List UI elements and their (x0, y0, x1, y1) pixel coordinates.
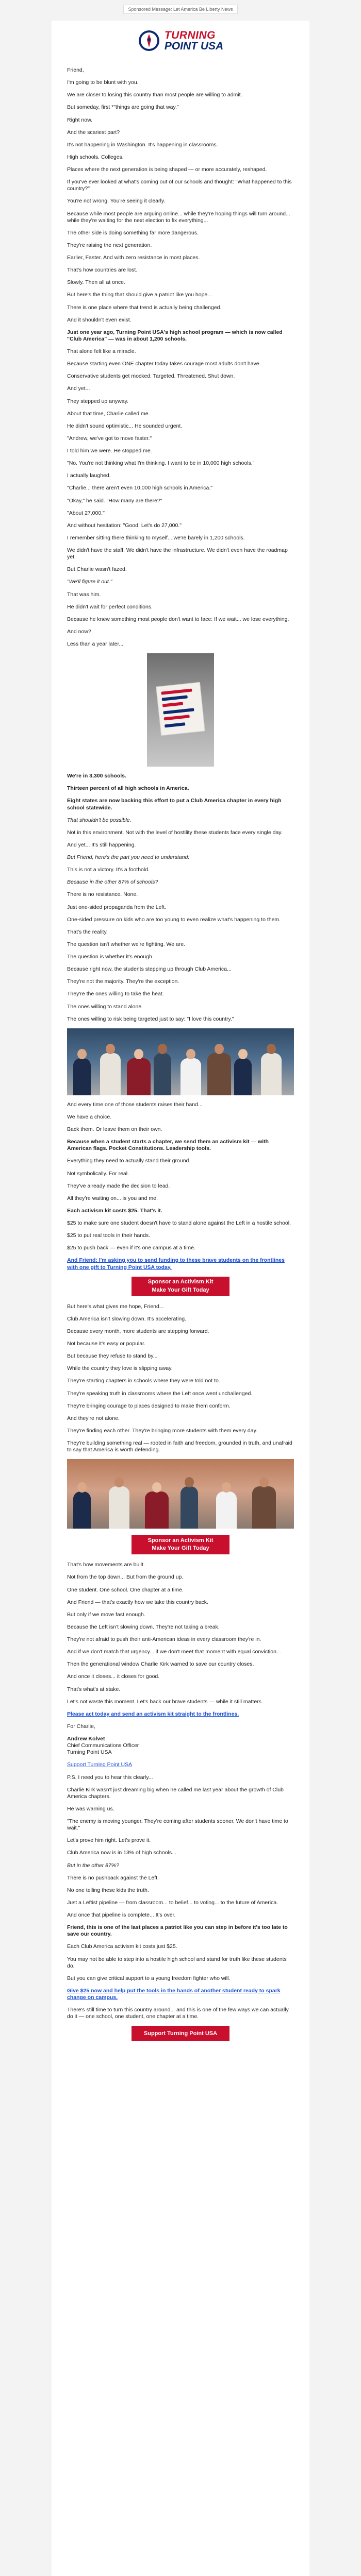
body-paragraph: Because right now, the students stepping up through Club America... (67, 966, 232, 973)
body-paragraph: But you can give critical support to a young freedom fighter who will. (67, 1975, 231, 1981)
body-paragraph: You're not wrong. You're seeing it clearly. (67, 198, 166, 205)
person-figure (261, 1053, 282, 1095)
body-paragraph: They stepped up anyway. (67, 398, 128, 404)
sponsor-kit-button[interactable] (132, 1277, 229, 1296)
signature-name: Andrew Kolvet (67, 1736, 105, 1742)
person-figure (180, 1486, 198, 1529)
signature-block (67, 1736, 294, 1756)
button-line: Sponsor an Activism Kit (147, 1279, 214, 1285)
sponsor-kit-button-2[interactable] (132, 1535, 229, 1554)
body-paragraph: That shouldn't be possible. (67, 817, 132, 823)
body-paragraph: That's how countries are lost. (67, 267, 138, 274)
body-paragraph: And now? (67, 628, 91, 635)
body-paragraph: No one telling these kids the truth. (67, 1887, 149, 1893)
support-link-paragraph (67, 1761, 294, 1768)
body-paragraph: "About 27,000." (67, 510, 105, 516)
body-paragraph: But Friend, here's the part you need to understand: (67, 854, 190, 860)
support-tpusa-link[interactable]: Support Turning Point USA (67, 1761, 133, 1768)
person-figure (207, 1053, 231, 1095)
body-paragraph: The ones willing to stand alone. (67, 1003, 143, 1010)
body-paragraph: Back them. Or leave them on their own. (67, 1126, 162, 1132)
sign-stroke (165, 722, 185, 727)
body-paragraph: They're building something real — rooted in faith and freedom, grounded in truth, and unafraid to say that America is worth defending. (67, 1440, 292, 1453)
body-paragraph: Everything they need to actually stand their ground. (67, 1158, 191, 1164)
body-paragraph: Because in the other 87% of schools? (67, 879, 158, 886)
person-head (134, 1049, 143, 1059)
body-paragraph: But in the other 87%? (67, 1862, 119, 1869)
body-paragraph: Places where the next generation is being shaped — or more accurately, reshaped. (67, 166, 267, 173)
person-figure (154, 1053, 171, 1095)
chapter-members-photo (67, 1459, 294, 1529)
body-paragraph: "Okay," he said. "How many are there?" (67, 497, 162, 504)
body-paragraph: It's not happening in Washington. It's happening in classrooms. (67, 141, 218, 148)
person-head (222, 1482, 231, 1493)
body-paragraph: And yet... (67, 385, 90, 392)
body-paragraph: And once it closes... it closes for good. (67, 1673, 160, 1680)
students-sign-photo (147, 653, 214, 767)
person-figure (127, 1058, 151, 1095)
body-paragraph: The other side is doing something far more dangerous. (67, 229, 199, 236)
body-paragraph: Not in this environment. Not with the level of hostility these students face every single day. (67, 829, 283, 836)
body-paragraph: There is one place where that trend is actually being challenged. (67, 304, 222, 311)
person-figure (145, 1492, 169, 1529)
brand-logo (52, 21, 309, 61)
body-paragraph: Because the Left isn't slowing down. They're not taking a break. (67, 1623, 220, 1630)
sponsor-kit-button-wrap (67, 1277, 294, 1296)
body-paragraph: Let's not waste this moment. Let's back our brave students — while it still matters. (67, 1698, 263, 1705)
body-paragraph: That alone felt like a miracle. (67, 348, 136, 354)
sign-stroke (162, 696, 188, 701)
body-paragraph: $25 to make sure one student doesn't have to stand alone against the Left in a hostile school. (67, 1220, 291, 1226)
person-figure (252, 1486, 276, 1529)
email-body (52, 61, 309, 2041)
body-paragraph: Not because it's easy or popular. (67, 1341, 146, 1347)
person-figure (100, 1053, 121, 1095)
person-head (77, 1049, 87, 1059)
body-paragraph: And the scariest part? (67, 129, 120, 135)
person-head (77, 1482, 87, 1493)
person-head (259, 1477, 269, 1487)
body-paragraph: Each Club America activism kit costs just $25. (67, 1943, 177, 1950)
person-head (238, 1049, 248, 1059)
body-paragraph: Not symbolically. For real. (67, 1170, 129, 1177)
body-paragraph: "Andrew, we've got to move faster." (67, 435, 152, 442)
body-paragraph: That's what's at stake. (67, 1686, 121, 1692)
person-head (267, 1044, 276, 1054)
person-figure (234, 1058, 252, 1095)
signature-title: Chief Communications Officer (67, 1742, 139, 1749)
body-paragraph: Because he knew something most people don't want to face: If we wait... we lose everything. (67, 616, 289, 622)
person-head (106, 1044, 115, 1054)
body-paragraph: I actually laughed. (67, 472, 111, 479)
person-figure (109, 1486, 129, 1529)
button-line: Make Your Gift Today (152, 1286, 209, 1293)
body-paragraph: And they're not alone. (67, 1415, 120, 1421)
body-paragraph: Club America now is in 13% of high schools... (67, 1850, 176, 1856)
body-paragraph: Club America isn't slowing down. It's accelerating. (67, 1315, 187, 1322)
body-paragraph: He was warning us. (67, 1805, 114, 1812)
body-paragraph: But only if we move fast enough. (67, 1611, 145, 1618)
body-paragraph: Thirteen percent of all high schools in America. (67, 785, 189, 792)
person-head (215, 1044, 224, 1054)
person-head (185, 1477, 194, 1487)
body-paragraph: Because every month, more students are stepping forward. (67, 1328, 209, 1334)
body-paragraph: He didn't wait for perfect conditions. (67, 603, 153, 610)
body-paragraph: High schools. Colleges. (67, 154, 124, 160)
sponsor-kit-button-2-wrap (67, 1535, 294, 1554)
brand-wordmark (165, 30, 223, 52)
body-paragraph: And it shouldn't even exist. (67, 316, 132, 323)
body-paragraph: There is no pushback against the Left. (67, 1874, 159, 1881)
body-paragraph: We didn't have the staff. We didn't have the infrastructure. We didn't even have the roadmap yet. (67, 547, 288, 561)
preheader-bar (0, 0, 361, 19)
sign-stroke (161, 689, 192, 695)
body-paragraph: Because while most people are arguing online... while they're hoping things will turn around... while they're waiting for the next election to fix everything... (67, 210, 290, 224)
body-paragraph: Let's prove him right. Let's prove it. (67, 1837, 151, 1844)
body-paragraph: They're raising the next generation. (67, 242, 152, 248)
body-paragraph: Because starting even ONE chapter today takes courage most adults don't have. (67, 361, 261, 367)
body-paragraph: That's how movements are built. (67, 1562, 145, 1568)
body-paragraph: Not from the top down... But from the ground up. (67, 1574, 184, 1581)
person-head (186, 1049, 195, 1059)
body-paragraph: That was him. (67, 591, 101, 598)
body-paragraph: One-sided pressure on kids who are too young to even realize what's happening to them. (67, 916, 281, 923)
body-paragraph: I'm going to be blunt with you. (67, 79, 139, 86)
body-paragraph: About that time, Charlie called me. (67, 410, 150, 417)
body-paragraph: "Charlie... there aren't even 10,000 high schools in America." (67, 485, 213, 492)
body-paragraph: Eight states are now backing this effort to put a Club America chapter in every high school statewide. (67, 798, 282, 811)
body-paragraph: Just one year ago, Turning Point USA's high school program — which is now called "Club America" — was in about 1,200 schools. (67, 329, 283, 342)
body-paragraph: $25 to push back — even if it's one campus at a time. (67, 1245, 195, 1251)
donate-link-paragraph[interactable]: Give $25 now and help put the tools in the hands of another student ready to spark change on campus. (67, 1987, 281, 2001)
body-paragraph: Friend, this is one of the last places a patriot like you can step in before it's too late to save our country. (67, 1924, 288, 1938)
body-paragraph: For Charlie, (67, 1723, 95, 1730)
body-paragraph: And yet... It's still happening. (67, 841, 136, 848)
body-paragraph: You may not be able to step into a hostile high school and stand for truth like these students do. (67, 1956, 287, 1969)
body-paragraph: They're starting chapters in schools where they were told not to. (67, 1378, 220, 1384)
body-paragraph: We're in 3,300 schools. (67, 773, 126, 779)
body-paragraph: Conservative students get mocked. Targeted. Threatened. Shut down. (67, 373, 235, 380)
students-group-photo (67, 1028, 294, 1095)
body-paragraph: They're not the majority. They're the exception. (67, 978, 179, 985)
body-paragraph: Less than a year later... (67, 641, 124, 647)
body-paragraph: They've already made the decision to lead. (67, 1182, 170, 1189)
body-paragraph: I told him we were. He stopped me. (67, 448, 152, 454)
brand-line1: TURNING (164, 29, 216, 41)
protest-sign (156, 682, 205, 736)
body-paragraph: And Friend — that's exactly how we take this country back. (67, 1599, 208, 1605)
button-line: Sponsor an Activism Kit (147, 1537, 214, 1544)
body-paragraph: And once that pipeline is complete... It's over. (67, 1912, 176, 1918)
body-paragraph: Each activism kit costs $25. That's it. (67, 1207, 162, 1214)
body-paragraph: There is no resistance. None. (67, 891, 138, 898)
brand-line2: POINT USA (164, 40, 224, 52)
body-paragraph: But here's what gives me hope, Friend... (67, 1303, 164, 1310)
body-paragraph: Slowly. Then all at once. (67, 279, 125, 286)
body-paragraph: The question isn't whether we're fighting. We are. (67, 941, 186, 947)
person-figure (73, 1058, 91, 1095)
body-paragraph: Charlie Kirk wasn't just dreaming big when he called me last year about the growth of Club America chapters. (67, 1786, 284, 1800)
body-paragraph: Then the generational window Charlie Kirk warned to save our country closes. (67, 1661, 254, 1668)
sign-stroke (164, 715, 190, 720)
body-paragraph: They're the ones willing to take the heat. (67, 991, 164, 997)
body-paragraph: Because when a student starts a chapter, we send them an activism kit — with American flags. Pocket Constitutions. Leadership tools. (67, 1139, 269, 1152)
body-paragraph: And every time one of those students raises their hand... (67, 1101, 203, 1108)
support-tpusa-button[interactable]: Support Turning Point USA (132, 2026, 229, 2041)
button-line: Make Your Gift Today (152, 1545, 209, 1552)
body-paragraph: Friend, (67, 67, 84, 73)
preheader-text: Sponsored Message: Let America Be Liberty News (123, 5, 237, 14)
donate-link-paragraph[interactable]: Please act today and send an activism kit straight to the frontlines. (67, 1710, 239, 1717)
body-paragraph: We are closer to losing this country than most people are willing to admit. (67, 92, 242, 98)
person-figure (216, 1492, 237, 1529)
donate-link-paragraph[interactable]: And Friend: I'm asking you to send funding to these brave students on the frontlines with one gift to Turning Point USA today. (67, 1257, 285, 1270)
body-paragraph: That's the reality. (67, 928, 108, 935)
person-figure (73, 1492, 91, 1529)
body-paragraph: "We'll figure it out." (67, 579, 112, 585)
person-head (114, 1477, 124, 1487)
body-paragraph: He didn't sound optimistic... He sounded urgent. (67, 422, 183, 429)
body-paragraph: They're not afraid to push their anti-American ideas in every classroom they're in. (67, 1636, 261, 1642)
body-paragraph: "No. You're not thinking what I'm thinking. I want to be in 10,000 high schools." (67, 460, 255, 467)
body-paragraph: And without hesitation: "Good. Let's do 27,000." (67, 522, 182, 529)
body-paragraph: "The enemy is moving younger. They're coming after students sooner. We don't have time to wait." (67, 1818, 288, 1832)
body-paragraph: But someday, first *"things are going that way." (67, 104, 179, 111)
body-paragraph: Just a Leftist pipeline — from classroom... to belief... to voting... to the future of America. (67, 1899, 278, 1906)
body-paragraph: There's still time to turn this country around... and this is one of the few ways we can actually do it — one school, one student, one chapter at a time. (67, 2007, 289, 2020)
body-paragraph: P.S. I need you to hear this clearly... (67, 1774, 153, 1781)
person-figure (180, 1058, 201, 1095)
body-paragraph: This is not a victory. It's a foothold. (67, 867, 150, 873)
body-paragraph: They're bringing courage to places designed to make them conform. (67, 1402, 231, 1409)
person-head (158, 1044, 167, 1054)
tpusa-torch-icon (138, 29, 160, 52)
body-paragraph: The ones willing to risk being targeted just to say: "I love this country." (67, 1015, 234, 1022)
body-paragraph: Right now. (67, 116, 93, 123)
signature-org: Turning Point USA (67, 1749, 112, 1756)
person-head (152, 1482, 161, 1493)
body-paragraph: Earlier, Faster. And with zero resistance in most places. (67, 255, 200, 261)
body-paragraph: We have a choice. (67, 1113, 112, 1120)
body-paragraph: I remember sitting there thinking to myself... we're barely in 1,200 schools. (67, 534, 245, 541)
body-paragraph: While the country they love is slipping away. (67, 1365, 173, 1372)
body-paragraph: The question is whether it's enough. (67, 954, 154, 960)
support-tpusa-button-wrap (67, 2026, 294, 2041)
body-paragraph: Just one-sided propaganda from the Left. (67, 904, 167, 910)
email-card (52, 21, 309, 2576)
body-paragraph: All they're waiting on... is you and me. (67, 1195, 158, 1201)
body-paragraph: If you've ever looked at what's coming out of our schools and thought: "What happened to this country?" (67, 179, 292, 192)
body-paragraph: But because they refuse to stand by... (67, 1353, 158, 1360)
body-paragraph: One student. One school. One chapter at a time. (67, 1586, 184, 1593)
body-paragraph: They're finding each other. They're bringing more students with them every day. (67, 1427, 257, 1434)
sign-stroke (163, 708, 194, 714)
body-paragraph: $25 to put real tools in their hands. (67, 1232, 151, 1239)
body-paragraph: They're speaking truth in classrooms where the Left once went unchallenged. (67, 1390, 253, 1397)
body-paragraph: But Charlie wasn't fazed. (67, 566, 127, 573)
body-paragraph: But here's the thing that should give a patriot like you hope... (67, 292, 212, 298)
body-paragraph: And if we don't match that urgency... if we don't meet that moment with equal conviction... (67, 1649, 281, 1655)
sign-stroke (162, 702, 183, 707)
